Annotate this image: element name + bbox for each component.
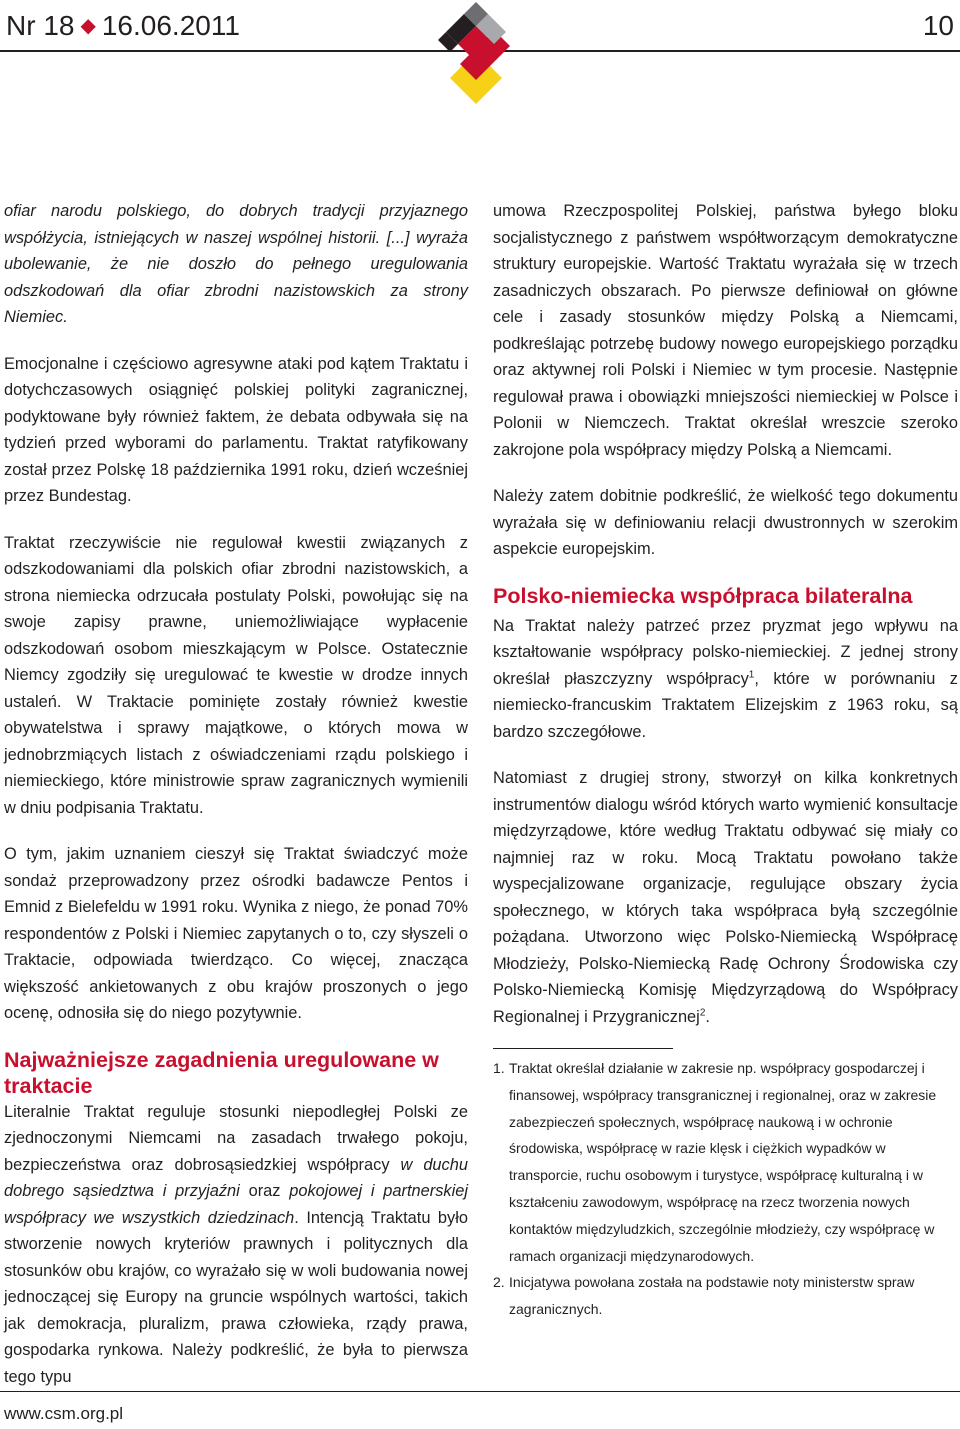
paragraph-emphasis: Należy zatem dobitnie podkreślić, że wielkość tego dokumentu wyrażała się w definiowaniu relacji dwustronnych w szerokim aspekcie europejskim. [493, 487, 958, 558]
footnote-text: Traktat określał działanie w zakresie np. współpracy gospodarczej i finansowej, współpracy transgranicznej i regionalnej, oraz w zakresie zabezpieczeń społecznych, współpracę naukową i w ochronie środowiska, współpracę w razie klęsk i ciężkich wypadków w transporcie, ruchu osobowym i turystyce, współpracę kulturalną i w kształceniu zawodowym, współpracę na rzecz tworzenia nowych kontaktów międzyludzkich, szczególnie młodzieży, czy współpracę w ramach organizacji międzynarodowych. [509, 1060, 937, 1264]
text-run: , które w porównaniu z niemiecko-francuskim Traktatem Elizejskim z 1963 roku, są bardzo szczegółowe. [493, 669, 958, 741]
paragraph-compensation: Traktat rzeczywiście nie regulował kwestii związanych z odszkodowaniami dla polskich ofiar zbrodni nazistowskich, a strona niemiecka odrzucała postulaty Polski, powołując się na swoje zapisy prawne, uniemożliwiające wypłacenie odszkodowań osobom mieszkającym w Polsce. Ostatecznie Niemcy zgodziły się uregulować te kwestie w drodze innych ustaleń. W Traktacie pominięte zostały również kwestie obywatelstwa i sprawy majątkowe, o których mowa w jednobrzmiących listach z oświadczeniami rządu polskiego i niemieckiego, które ministrowie spraw zagranicznych wymienili w dniu podpisania Traktatu. [4, 533, 468, 817]
footnotes [493, 1055, 958, 1323]
footnote-number: 1. [493, 1060, 505, 1076]
text-run: . Intencją Traktatu było stworzenie nowych kryteriów prawnych i politycznych dla stosunków obu krajów, co wyrażało się w woli budowania nowej jednoczącej się Europy na gruncie wspólnych wartości, takich jak demokracja, pluralizm, prawa człowieka, rządy prawa, gospodarka rynkowa. Należy podkreślić, że była to pierwsza tego typu [4, 1208, 468, 1386]
italic-run: w duchu dobrego sąsiedztwa i przyjaźni [4, 1155, 468, 1200]
section-heading-bilateral: Polsko-niemiecka współpraca bilateralna [493, 583, 913, 608]
italic-run: pokojowej i partnerskiej współpracy we wszystkich dziedzinach [4, 1182, 469, 1227]
footer-divider [0, 1391, 960, 1392]
paragraph-survey: O tym, jakim uznaniem cieszył się Traktat świadczyć może sondaż przeprowadzony przez ośrodki badawcze Pentos i Emnid z Bielefeldu w 1991 roku. Wynika z niego, że ponad 70% respondentów z Polski i Niemiec zapytanych o to, czy słyszeli o Traktacie, odpowiada twierdząco. Co więcej, znacząca większość ankietowanych z obu krajów proszonych o jego ocenę, odnosiła się do niego pozytywnie. [4, 845, 468, 1022]
section-heading-key-issues: Najważniejsze zagadnienia uregulowane w traktacie [4, 1047, 439, 1098]
paragraph-quote: ofiar narodu polskiego, do dobrych tradycji przyjaznego współżycia, istniejących w naszej wspólnej historii. [...] wyraża ubolewanie, że nie doszło do pełnego uregulowania odszkodowań dla ofiar zbrodni nazistowskich za strony Niemiec. [4, 202, 468, 326]
footnote-item [493, 1055, 958, 1269]
right-column [493, 198, 958, 1323]
footnote-number: 2. [493, 1274, 505, 1291]
issue-date: 16.06.2011 [101, 10, 240, 41]
footnote-divider [493, 1048, 673, 1049]
paragraph-prism [493, 613, 958, 746]
diamond-icon: ◆ [80, 15, 96, 37]
paragraph-attacks: Emocjonalne i częściowo agresywne ataki pod kątem Traktatu i dotychczasowych osiągnięć polskiej polityki zagranicznej, podyktowane były również faktem, że debata odbywała się na tydzień przed wyborami do parlamentu. Traktat ratyfikowany został przez Polskę 18 października 1991 roku, dzień wcześniej przez Bundestag. [4, 354, 468, 505]
footnote-text: Inicjatywa powołana została na podstawie noty ministerstw spraw zagranicznych. [509, 1274, 915, 1318]
text-run: oraz [239, 1182, 290, 1200]
text-run: Na Traktat należy patrzeć przez pryzmat jego wpływu na kształtowanie współpracy polsko-niemieckiej. Z jednej strony określał płaszczyzny współpracy [493, 616, 958, 688]
paragraph-treaty-value: umowa Rzeczpospolitej Polskiej, państwa byłego bloku socjalistycznego z państwem współtworzącym demokratyczne struktury europejskie. Wartość Traktatu wyrażała się w trzech zasadniczych obszarach. Po pierwsze definiował on główne cele i zasady stosunków między Polską a Niemcami, podkreślając potrzebę budowy nowego europejskiego porządku oraz aktywnej roli Polski i Niemiec w tym procesie. Następnie regulował prawa i obowiązki mniejszości niemieckiej w Polsce i Polonii w Niemczech. Traktat określał wreszcie szeroko zakrojone pola współpracy między Polską a Niemcami. [493, 202, 958, 459]
left-column [4, 198, 468, 1390]
text-run: . [705, 1007, 710, 1026]
footnote-item [493, 1269, 958, 1323]
footnote-ref: 2 [699, 1007, 706, 1019]
issue-info [6, 10, 240, 42]
footer-url[interactable]: www.csm.org.pl [4, 1404, 124, 1423]
publisher-logo [424, 0, 528, 118]
paragraph-literal-treaty [4, 1099, 468, 1391]
issue-label: Nr 18 [6, 10, 75, 41]
text-run: Natomiast z drugiej strony, stworzył on kilka konkretnych instrumentów dialogu wśród których warto wymienić konsultacje międzyrządowe, które według Traktatu odbywać się miały co najmniej raz w roku. Mocą Traktatu powołano także wyspecjalizowane organizacje, regulujące obszary życia społecznego, w których taka współpraca byłą szczególnie pożądana. Utworzono więc Polsko-Niemiecką Współpracę Młodzieży, Polsko-Niemiecką Radę Ochrony Środowiska czy Polsko-Niemiecką Komisję Międzyrządową do Współpracy Regionalnej i Przygranicznej [493, 769, 958, 1026]
paragraph-instruments [493, 765, 958, 1030]
footnote-ref: 1 [748, 669, 755, 681]
text-run: Literalnie Traktat reguluje stosunki niepodległej Polski ze zjednoczonymi Niemcami na zasadach trwałego pokoju, bezpieczeństwa oraz dobrosąsiedzkiej współpracy [4, 1102, 468, 1174]
page-number: 10 [922, 10, 954, 41]
